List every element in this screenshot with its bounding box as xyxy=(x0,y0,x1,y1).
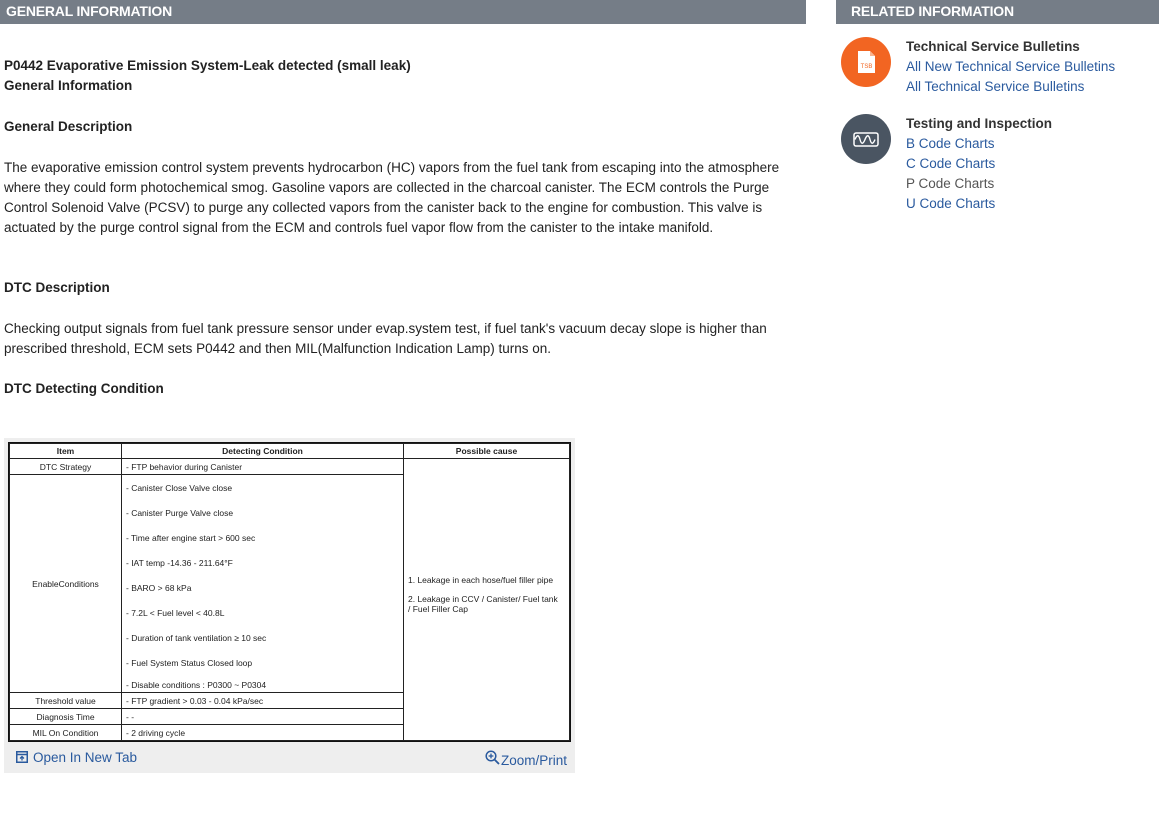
tsb-group xyxy=(841,37,1159,107)
enable-condition: - Canister Close Valve close xyxy=(126,482,233,493)
testing-group xyxy=(841,114,1159,214)
table-cell-condition: - FTP behavior during Canister xyxy=(122,459,404,475)
table-cell-condition xyxy=(122,475,404,693)
waveform-icon xyxy=(841,114,891,164)
dtc-description-heading: DTC Description xyxy=(4,280,110,295)
open-tab-icon xyxy=(16,751,28,763)
general-description-text: The evaporative emission control system prevents hydrocarbon (HC) vapors from the fuel tank from escaping into the atmosphere where they could form photochemical smog. Gasoline vapors are collected in the charcoal canister. The ECM controls the Purge Control Solenoid Valve (PCSV) to purge any collected vapors from the canister back to the engine for combustion. This valve is actuated by the purge control signal from the ECM and controls fuel vapor flow from the canister to the intake manifold. xyxy=(4,160,780,235)
table-cell-item: Threshold value xyxy=(10,693,122,709)
open-in-new-tab-link[interactable] xyxy=(16,750,137,765)
all-tsb-link[interactable]: All Technical Service Bulletins xyxy=(906,79,1085,94)
table-cell-item: EnableConditions xyxy=(10,475,122,693)
enable-condition: - BARO > 68 kPa xyxy=(126,582,192,593)
related-information-header: RELATED INFORMATION xyxy=(836,0,1159,24)
figure-footer xyxy=(4,744,575,771)
tsb-icon-label: TSB xyxy=(860,64,873,70)
general-information-header: GENERAL INFORMATION xyxy=(0,0,806,24)
table-cell-item: MIL On Condition xyxy=(10,725,122,741)
zoom-print-label: Zoom/Print xyxy=(500,753,567,768)
general-description-heading: General Description xyxy=(4,119,133,134)
enable-condition: - Canister Purge Valve close xyxy=(126,507,234,518)
cause-2: 2. Leakage in CCV / Canister/ Fuel tank / Fuel Filler Cap xyxy=(408,594,558,614)
dtc-condition-figure xyxy=(4,438,575,773)
cause-1: 1. Leakage in each hose/fuel filler pipe xyxy=(408,575,554,585)
enable-condition: - IAT temp -14.36 - 211.64°F xyxy=(126,557,233,568)
table-cell-item: DTC Strategy xyxy=(10,459,122,475)
page-title: P0442 Evaporative Emission System-Leak detected (small leak) xyxy=(4,58,411,73)
enable-condition: - Disable conditions : P0300 ~ P0304 xyxy=(126,679,267,690)
table-cell-cause xyxy=(404,459,570,741)
all-new-tsb-link[interactable]: All New Technical Service Bulletins xyxy=(906,59,1116,74)
table-cell-condition: - 2 driving cycle xyxy=(122,725,404,741)
dtc-condition-table xyxy=(9,443,570,741)
tsb-icon xyxy=(841,37,891,87)
table-header-condition: Detecting Condition xyxy=(122,444,404,459)
dtc-description-text: Checking output signals from fuel tank pressure sensor under evap.system test, if fuel tank's vacuum decay slope is higher than prescribed threshold, ECM sets P0442 and then MIL(Malfunction Indication Lamp) turns on. xyxy=(4,321,767,356)
tsb-document-icon xyxy=(841,37,891,87)
enable-condition: - Duration of tank ventilation ≥ 10 sec xyxy=(126,632,267,643)
table-cell-item: Diagnosis Time xyxy=(10,709,122,725)
c-code-charts-link[interactable]: C Code Charts xyxy=(906,156,996,171)
enable-condition: - Fuel System Status Closed loop xyxy=(126,657,253,668)
table-cell-condition: - - xyxy=(122,709,404,725)
u-code-charts-link[interactable]: U Code Charts xyxy=(906,196,996,211)
tsb-title: Technical Service Bulletins xyxy=(906,39,1080,54)
enable-condition: - 7.2L < Fuel level < 40.8L xyxy=(126,607,225,618)
enable-condition: - Time after engine start > 600 sec xyxy=(126,532,256,543)
b-code-charts-link[interactable]: B Code Charts xyxy=(906,136,995,151)
zoom-print-link[interactable] xyxy=(485,750,567,768)
testing-icon xyxy=(841,114,891,164)
table-cell-condition: - FTP gradient > 0.03 - 0.04 kPa/sec xyxy=(122,693,404,709)
table-header-cause: Possible cause xyxy=(404,444,570,459)
table-header-item: Item xyxy=(10,444,122,459)
dtc-condition-table-image[interactable] xyxy=(8,442,571,742)
testing-title: Testing and Inspection xyxy=(906,116,1053,131)
dtc-condition-heading: DTC Detecting Condition xyxy=(4,381,164,396)
related-information-panel xyxy=(836,0,1159,211)
p-code-charts-link[interactable]: P Code Charts xyxy=(906,176,995,191)
page-subtitle: General Information xyxy=(4,78,133,93)
zoom-in-icon xyxy=(485,750,500,765)
open-in-new-tab-label: Open In New Tab xyxy=(33,750,138,765)
